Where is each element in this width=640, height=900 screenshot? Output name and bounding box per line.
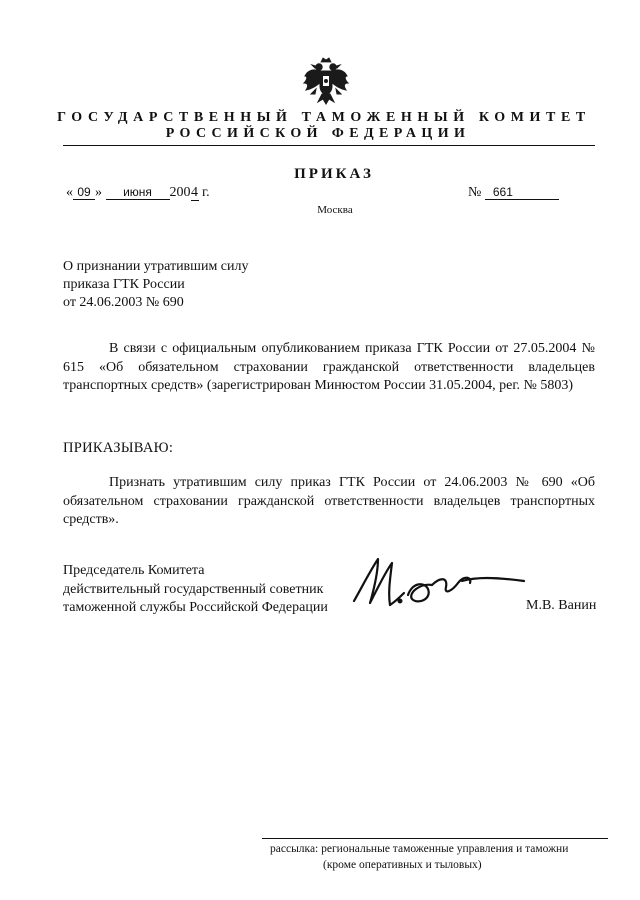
order-number (468, 185, 559, 201)
order-date (66, 185, 210, 201)
subject-line1: О признании утратившим силу (63, 259, 249, 274)
header-divider (63, 145, 595, 146)
order-clause-paragraph: Признать утратившим силу приказ ГТК России от 24.06.2003 № 690 «Об обязательном страховании гражданской ответственности владельцев транспортных средств». (63, 475, 595, 527)
footer-divider (262, 838, 608, 839)
subject-line2: приказа ГТК России (63, 277, 185, 292)
preamble-paragraph: В связи с официальным опубликованием приказа ГТК России от 27.05.2004 № 615 «Об обязательном страховании гражданской ответственности владельцев транспортных средств» (зарегистрирован Минюстом России 31.05.2004, рег. № 5803) (63, 341, 595, 393)
issue-city: Москва (317, 204, 353, 216)
mailing-line2: (кроме оперативных и тыловых) (323, 859, 482, 871)
mailing-list (270, 841, 568, 873)
signer-position-line1: Председатель Комитета (63, 563, 205, 578)
handwritten-signature-icon (348, 553, 528, 615)
signer-position-line3: таможенной службы Российской Федерации (63, 600, 328, 615)
order-number-value: 661 (485, 185, 559, 200)
date-day: 09 (73, 185, 95, 200)
organization-name-line2: РОССИЙСКОЙ ФЕДЕРАЦИИ (165, 126, 471, 141)
document-title: ПРИКАЗ (294, 166, 374, 182)
date-close-quote: » (95, 185, 102, 200)
date-year-abbr: г. (202, 185, 210, 200)
order-subject (63, 258, 249, 312)
date-open-quote: « (66, 185, 73, 200)
date-year-suffix: 4 (191, 185, 198, 200)
date-month: июня (106, 185, 170, 200)
date-year-prefix: 200 (169, 185, 191, 200)
directive-heading: ПРИКАЗЫВАЮ: (63, 440, 174, 456)
subject-line3: от 24.06.2003 № 690 (63, 295, 184, 310)
mailing-line1: рассылка: региональные таможенные управления и таможни (270, 843, 569, 855)
signer-position (63, 562, 328, 618)
signer-position-line2: действительный государственный советник (63, 581, 324, 597)
organization-name-line1: ГОСУДАРСТВЕННЫЙ ТАМОЖЕННЫЙ КОМИТЕТ (57, 110, 591, 125)
signer-name: М.В. Ванин (526, 598, 597, 613)
eagle-emblem-icon (302, 56, 350, 106)
number-sign: № (468, 185, 482, 200)
